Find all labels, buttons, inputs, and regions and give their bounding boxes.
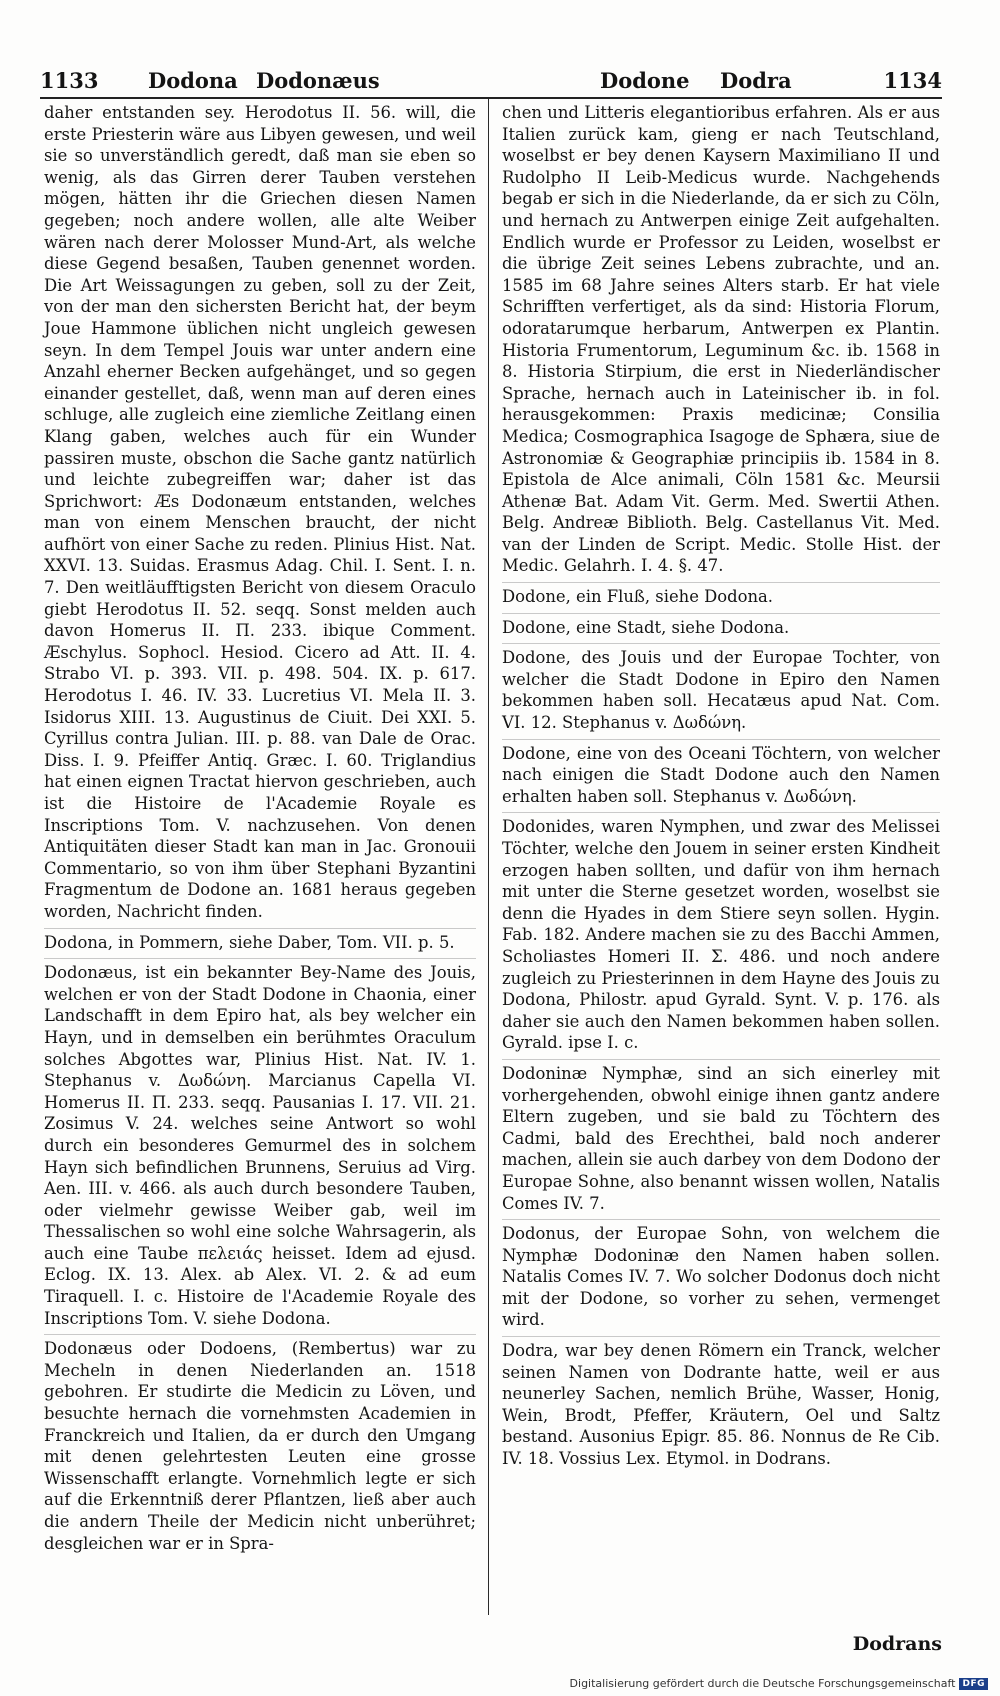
right-keyword-1: Dodone (600, 68, 690, 93)
entry-dodonides: Dodonides, waren Nymphen, und zwar des Melissei Töchter, welche den Jouem in seiner ersten Kindheit erzogen haben sollten, und dafür von ihm hernach mit unter die Sterne gesetzet worden, woselbst sie denn die Hyades in dem Stiere seyn sollen. Hygin. Fab. 182. Andere machen sie zu des Bacchi Ammen, Scholiastes Homeri II. Σ. 486. und noch andere zugleich zu Priesterinnen in dem Hayne des Jouis zu Dodona, Philostr. apud Gyrald. Synt. V. p. 176. als daher sie auch den Namen bekommen haben sollen. Gyrald. ipse I. c. (502, 812, 940, 1054)
entry-dodona-continued: daher entstanden sey. Herodotus II. 56. will, die erste Priesterin wäre aus Libyen gewesen, und weil sie so unverständlich geredt, daß man sie eben so wenig, als das Girren derer Tauben verstehen mögen, hätten ihr die Griechen diesen Namen gegeben; noch andere wollen, alle alte Weiber wären nach derer Molosser Mund-Art, als welche diese Gegend besaßen, Tauben genennet worden. Die Art Weissagungen zu geben, soll zu der Zeit, von der man den sichersten Bericht hat, der beym Joue Hammone üblichen nicht ungleich gewesen seyn. In dem Tempel Jouis war unter andern eine Anzahl eherner Becken aufgehänget, und so gegen einander gestellet, daß, wenn man auf deren eines schluge, alle zugleich eine ziemliche Zeitlang einen Klang gaben, welches auch für ein Wunder passiren muste, obschon die Sache gantz natürlich und leichte zubegreiffen war; daher ist das Sprichwort: Æs Dodonæum entstanden, welches man von einem Menschen braucht, der nicht aufhört von einer Sache zu reden. Plinius Hist. Nat. XXVI. 13. Suidas. Erasmus Adag. Chil. I. Sent. I. n. 7. Den weitläufftigsten Bericht von diesem Oraculo giebt Herodotus II. 52. seqq. Sonst melden auch davon Homerus II. Π. 233. ibique Comment. Æschylus. Sophocl. Hesiod. Cicero ad Att. II. 4. Strabo VI. p. 393. VII. p. 498. 504. IX. p. 617. Herodotus I. 46. IV. 33. Lucretius VI. Mela II. 3. Isidorus XIII. 13. Augustinus de Ciuit. Dei XXI. 5. Cyrillus contra Julian. III. p. 88. van Dale de Orac. Diss. I. 9. Pfeiffer Antiq. Græc. I. 60. Triglandius hat einen eignen Tractat hiervon geschrieben, auch ist die Histoire de l'Academie Royale es Inscriptions Tom. V. nachzusehen. Von denen Antiquitäten dieser Stadt kan man in Jac. Gronouii Commentario, so von ihm über Stephani Byzantini Fragmentum de Dodone an. 1681 heraus gegeben worden, Nachricht finden. (44, 103, 476, 921)
catchword: Dodrans (852, 1633, 942, 1655)
left-keyword-2: Dodonæus (256, 68, 380, 93)
right-page-number: 1134 (883, 68, 942, 93)
running-header (40, 58, 942, 94)
entry-dodra: Dodra, war bey denen Römern ein Tranck, welcher seinen Namen von Dodrante hatte, weil er aus neunerley Sachen, nemlich Brühe, Wasser, Honig, Wein, Brodt, Pfeffer, Kräutern, Oel und Saltz bestand. Ausonius Epigr. 85. 86. Nonnus de Re Cib. IV. 18. Vossius Lex. Etymol. in Dodrans. (502, 1336, 940, 1470)
right-keyword-2: Dodra (720, 68, 792, 93)
left-keyword-1: Dodona (148, 68, 238, 93)
dfg-logo-icon: DFG (959, 1678, 988, 1690)
entry-dodona-pommern: Dodona, in Pommern, siehe Daber, Tom. VII. p. 5. (44, 928, 476, 954)
left-column (44, 102, 476, 1554)
left-page-number: 1133 (40, 68, 99, 93)
digitization-footer (570, 1677, 988, 1690)
entry-dodone-fluss: Dodone, ein Fluß, siehe Dodona. (502, 582, 940, 608)
entry-dodonaeus-dodoens-continued: chen und Litteris elegantioribus erfahren. Als er aus Italien zurück kam, gieng er nach Teutschland, woselbst er bey denen Kaysern Maximiliano II und Rudolpho II Leib-Medicus wurde. Nachgehends begab er sich in die Niederlande, da er sich zu Cöln, und hernach zu Antwerpen einige Zeit aufgehalten. Endlich wurde er Professor zu Leiden, woselbst er die übrige Zeit seines Lebens zubrachte, und an. 1585 im 68 Jahre seines Alters starb. Er hat viele Schrifften verfertiget, als da sind: Historia Florum, odoratarumque herbarum, Antwerpen ex Plantin. Historia Frumentorum, Leguminum &c. ib. 1568 in 8. Historia Stirpium, die erst in Niederländischer Sprache, hernach auch in Lateinischer ib. in fol. herausgekommen: Praxis medicinæ; Consilia Medica; Cosmographica Isagoge de Sphæra, siue de Astronomiæ & Geographiæ principiis ib. 1584 in 8. Epistola de Alce animali, Cöln 1581 &c. Meursii Athenæ Bat. Adam Vit. Germ. Med. Swertii Athen. Belg. Andreæ Biblioth. Belg. Castellanus Vit. Med. van der Linden de Script. Medic. Stolle Hist. der Medic. Gelahrh. I. 4. §. 47. (502, 103, 940, 576)
entry-dodone-stadt: Dodone, eine Stadt, siehe Dodona. (502, 613, 940, 639)
entry-dodoninae-nymphae: Dodoninæ Nymphæ, sind an sich einerley mit vorhergehenden, obwohl einige ihnen gantz andere Eltern zugeben, und sie bald zu Töchtern des Cadmi, bald des Erechthei, bald noch anderer machen, allein sie auch darbey von dem Dodono der Europae Sohne, also benannt wissen wollen, Natalis Comes IV. 7. (502, 1059, 940, 1214)
entry-dodonus: Dodonus, der Europae Sohn, von welchem die Nymphæ Dodoninæ den Namen haben sollen. Natalis Comes IV. 7. Wo solcher Dodonus doch nicht mit der Dodone, so vorher zu sehen, vermenget wird. (502, 1219, 940, 1331)
column-divider (488, 99, 489, 1615)
entry-dodonaeus: Dodonæus, ist ein bekannter Bey-Name des Jouis, welchen er von der Stadt Dodone in Chaonia, einer Landschafft in dem Epiro hat, als bey welcher ein Hayn, und in demselben ein berühmtes Oraculum solches Abgottes war, Plinius Hist. Nat. IV. 1. Stephanus v. Δωδώνη. Marcianus Capella VI. Homerus II. Π. 233. seqq. Pausanias I. 17. VII. 21. Zosimus V. 24. welches seine Antwort so wohl durch ein besonderes Gemurmel des in solchem Hayn sich befindlichen Brunnens, Seruius ad Virg. Aen. III. v. 466. als auch durch besondere Tauben, oder vielmehr gewisse Weiber gab, weil im Thessalischen so wohl eine solche Wahrsagerin, als auch eine Taube πελειάς heisset. Idem ad ejusd. Eclog. IX. 13. Alex. ab Alex. VI. 2. & ad eum Tiraquell. I. c. Histoire de l'Academie Royale des Inscriptions Tom. V. siehe Dodona. (44, 958, 476, 1329)
header-rule (40, 97, 942, 99)
entry-dodonaeus-dodoens: Dodonæus oder Dodoens, (Rembertus) war zu Mecheln in denen Niederlanden an. 1518 gebohren. Er studirte die Medicin zu Löven, und besuchte hernach die vornehmsten Academien in Franckreich und Italien, da er durch den Umgang mit denen gelehrtesten Leuten eine grosse Wissenschafft erlangte. Vornehmlich legte er sich auf die Erkenntniß derer Pflantzen, ließ aber auch die andern Theile der Medicin nicht unberühret; desgleichen war er in Spra- (44, 1334, 476, 1554)
entry-dodone-oceani: Dodone, eine von des Oceani Töchtern, von welcher nach einigen die Stadt Dodone auch den Namen erhalten haben soll. Stephanus v. Δωδώνη. (502, 739, 940, 808)
entry-dodone-tochter: Dodone, des Jouis und der Europae Tochter, von welcher die Stadt Dodone in Epiro den Namen bekommen haben soll. Hecatæus apud Nat. Com. VI. 12. Stephanus v. Δωδώνη. (502, 643, 940, 733)
footer-credit: Digitalisierung gefördert durch die Deutsche Forschungsgemeinschaft (569, 1677, 956, 1690)
right-column (502, 102, 940, 1470)
